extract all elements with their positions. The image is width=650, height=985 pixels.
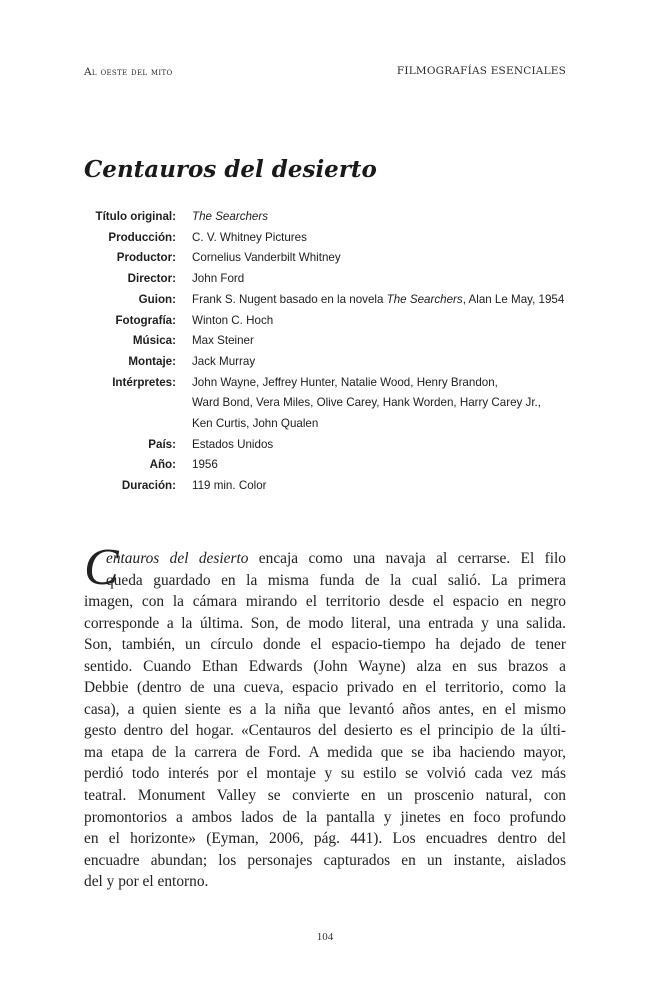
credit-value: 119 min. Color [192,479,267,493]
novel-author: , Alan Le May, 1954 [462,292,565,306]
credit-value: C. V. Whitney Pictures [192,230,307,244]
body-line: teatral. Monument Valley se convierte en un proscenio natural, con [84,787,566,805]
body-line: del y por el entorno. [84,873,209,891]
cast-line: Ward Bond, Vera Miles, Olive Carey, Hank Worden, Harry Carey Jr., [192,396,541,410]
credit-label: Año: [149,458,176,472]
drop-cap: C [84,539,119,596]
credit-row-duration [84,476,574,497]
credit-value: Max Steiner [192,334,254,348]
running-header-left: Al oeste del mito [84,66,173,78]
body-italic-title: entauros del desierto [106,550,249,567]
credit-value: Jack Murray [192,354,256,368]
body-line: corresponde a la última. Son, de modo literal, una entrada y una salida. [84,614,566,632]
novel-title: The Searchers [386,292,463,306]
credit-row-photography [84,311,574,332]
credit-value: Winton C. Hoch [192,313,274,327]
credit-label: Productor: [116,251,176,265]
cast-line: Ken Curtis, John Qualen [192,417,319,431]
original-title-value: The Searchers [192,210,269,223]
cast-line: John Wayne, Jeffrey Hunter, Natalie Wood, Henry Brandon, [192,375,498,389]
credit-row-producer [84,248,574,269]
body-paragraph [84,548,566,893]
film-title: Centauros del desierto [84,156,377,183]
credit-row-original-title [84,207,574,228]
credit-value: John Ford [192,272,245,286]
credit-label: Intérpretes: [112,375,176,389]
credit-row-year [84,455,574,476]
body-line: imagen, con la cámara mirando el territorio desde el espacio en negro [84,593,566,611]
credit-row-screenplay [84,290,574,311]
body-line: queda guardado en la misma funda de la cual salió. La primera [106,571,566,589]
running-header-right: FILMOGRAFÍAS ESENCIALES [396,65,566,77]
credit-label: Montaje: [128,354,176,368]
credit-label: Producción: [108,230,176,244]
credit-value: Estados Unidos [192,437,274,451]
body-line: perdió todo interés por el montaje y su estilo se volvió cada vez más [84,765,566,783]
page-number: 104 [316,931,334,943]
credit-row-director [84,269,574,290]
body-line: casa), a quien siente es a la niña que levantó años antes, en el mismo [84,700,566,718]
body-line: Son, también, un círculo donde el espacio-tiempo ha dejado de tener [84,636,566,654]
body-line-text: encaja como una navaja al cerrarse. El filo [248,550,566,567]
credit-row-cast [84,373,574,435]
credit-label: Música: [132,334,176,348]
credit-row-production [84,228,574,249]
body-line: promontorios a ambos lados de la pantalla y jinetes en foco profundo [84,808,566,826]
body-line: encuadre abundan; los personajes capturados en un instante, aislados [84,851,566,869]
body-line: en el horizonte» (Eyman, 2006, pág. 441). Los encuadres dentro del [84,830,566,848]
credit-value [192,207,574,228]
credit-label: País: [148,437,176,451]
credit-label: Director: [127,272,176,286]
credit-value [192,290,574,311]
credit-row-editing [84,352,574,373]
credit-label: Guion: [138,292,176,306]
credits-table [84,207,574,497]
body-line: sentido. Cuando Ethan Edwards (John Wayne) alza en sus brazos a [84,657,566,675]
body-line [84,548,566,570]
body-line: gesto dentro del hogar. «Centauros del desierto es el principio de la últi- [84,722,566,740]
credit-label: Fotografía: [115,313,176,327]
credit-label: Título original: [95,210,176,223]
credit-value [192,373,574,435]
body-line: Debbie (dentro de una cueva, espacio privado en el territorio, como la [84,679,566,697]
credit-row-country [84,435,574,456]
credit-value: Cornelius Vanderbilt Whitney [192,251,341,265]
screenplay-text: Frank S. Nugent basado en la novela [192,292,387,306]
body-line: ma etapa de la carrera de Ford. A medida que se iba haciendo mayor, [84,743,566,761]
credit-label: Duración: [121,479,176,493]
credit-value: 1956 [192,458,218,472]
credit-row-music [84,331,574,352]
